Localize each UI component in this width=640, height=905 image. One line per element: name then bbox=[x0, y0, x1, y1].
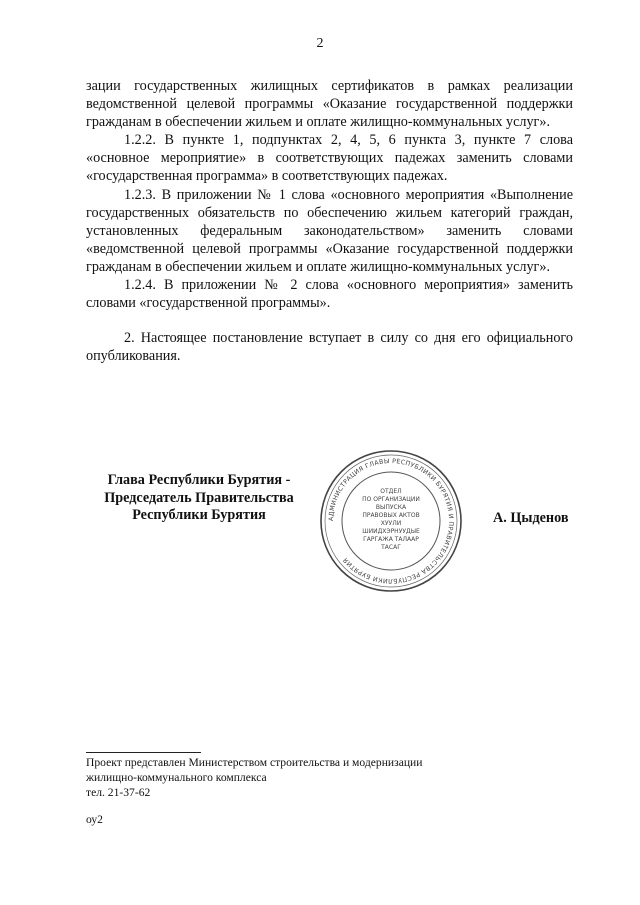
document-code: оу2 bbox=[86, 813, 103, 826]
paragraph-1-2-2: 1.2.2. В пункте 1, подпунктах 2, 4, 5, 6 пункта 3, пункте 7 слова «основное мероприятие» в соответствующих падежах заменить словами «государственная программа» в соответствующих падежах. bbox=[86, 132, 573, 185]
signatory-title bbox=[86, 472, 312, 525]
paragraph-continuation: зации государственных жилищных сертификатов в рамках реализации ведомственной целевой программы «Оказание государственной поддержки гражданам в обеспечении жильем и оплате жилищно-коммунальных услуг». bbox=[86, 78, 573, 131]
signatory-title-line: Республики Бурятия bbox=[132, 507, 266, 523]
seal-center-line: ВЫПУСКА bbox=[375, 504, 407, 511]
footnote-phone: тел. 21-37-62 bbox=[86, 785, 151, 799]
seal-center-line: ТАСАГ bbox=[381, 544, 401, 551]
paragraph-2: 2. Настоящее постановление вступает в силу со дня его официального опубликования. bbox=[86, 330, 573, 365]
footnote-divider bbox=[86, 752, 201, 753]
seal-center-line: ОТДЕЛ bbox=[380, 488, 402, 495]
document-body bbox=[86, 77, 573, 365]
seal-center-line: ПО ОРГАНИЗАЦИИ bbox=[362, 496, 420, 503]
official-seal bbox=[318, 448, 464, 594]
signatory-title-line: Глава Республики Бурятия - bbox=[107, 472, 291, 488]
paragraph-1-2-4: 1.2.4. В приложении № 2 слова «основного мероприятия» заменить словами «государственной программы». bbox=[86, 277, 573, 312]
seal-center-line: ХУУЛИ bbox=[380, 520, 402, 527]
seal-center-line: ПРАВОВЫХ АКТОВ bbox=[362, 512, 420, 519]
paragraph-1-2-3: 1.2.3. В приложении № 1 слова «основного мероприятия «Выполнение государственных обязательств по обеспечению жильем категорий граждан, установленных федеральным законодательством» заменить словами «ведомственной целевой программы «Оказание государственной поддержки гражданам в обеспечении жильем и оплате жилищно-коммунальных услуг». bbox=[86, 186, 573, 275]
footnote-line: Проект представлен Министерством строительства и модернизации bbox=[86, 756, 423, 769]
seal-center-line: ГАРГАЖА ТАЛААР bbox=[363, 536, 419, 543]
footnote-line: жилищно-коммунального комплекса bbox=[86, 770, 267, 784]
footnote bbox=[86, 756, 566, 800]
seal-center-line: ШИИДХЭРНУУДЫЕ bbox=[362, 528, 420, 535]
seal-ring-text: АДМИНИСТРАЦИЯ ГЛАВЫ РЕСПУБЛИКИ БУРЯТИЯ И ПРАВИТЕЛЬСТВА РЕСПУБЛИКИ БУРЯТИЯ bbox=[327, 457, 455, 585]
signatory-title-line: Председатель Правительства bbox=[104, 489, 294, 506]
signatory-name: А. Цыденов bbox=[493, 510, 569, 526]
page-number: 2 bbox=[316, 36, 324, 51]
